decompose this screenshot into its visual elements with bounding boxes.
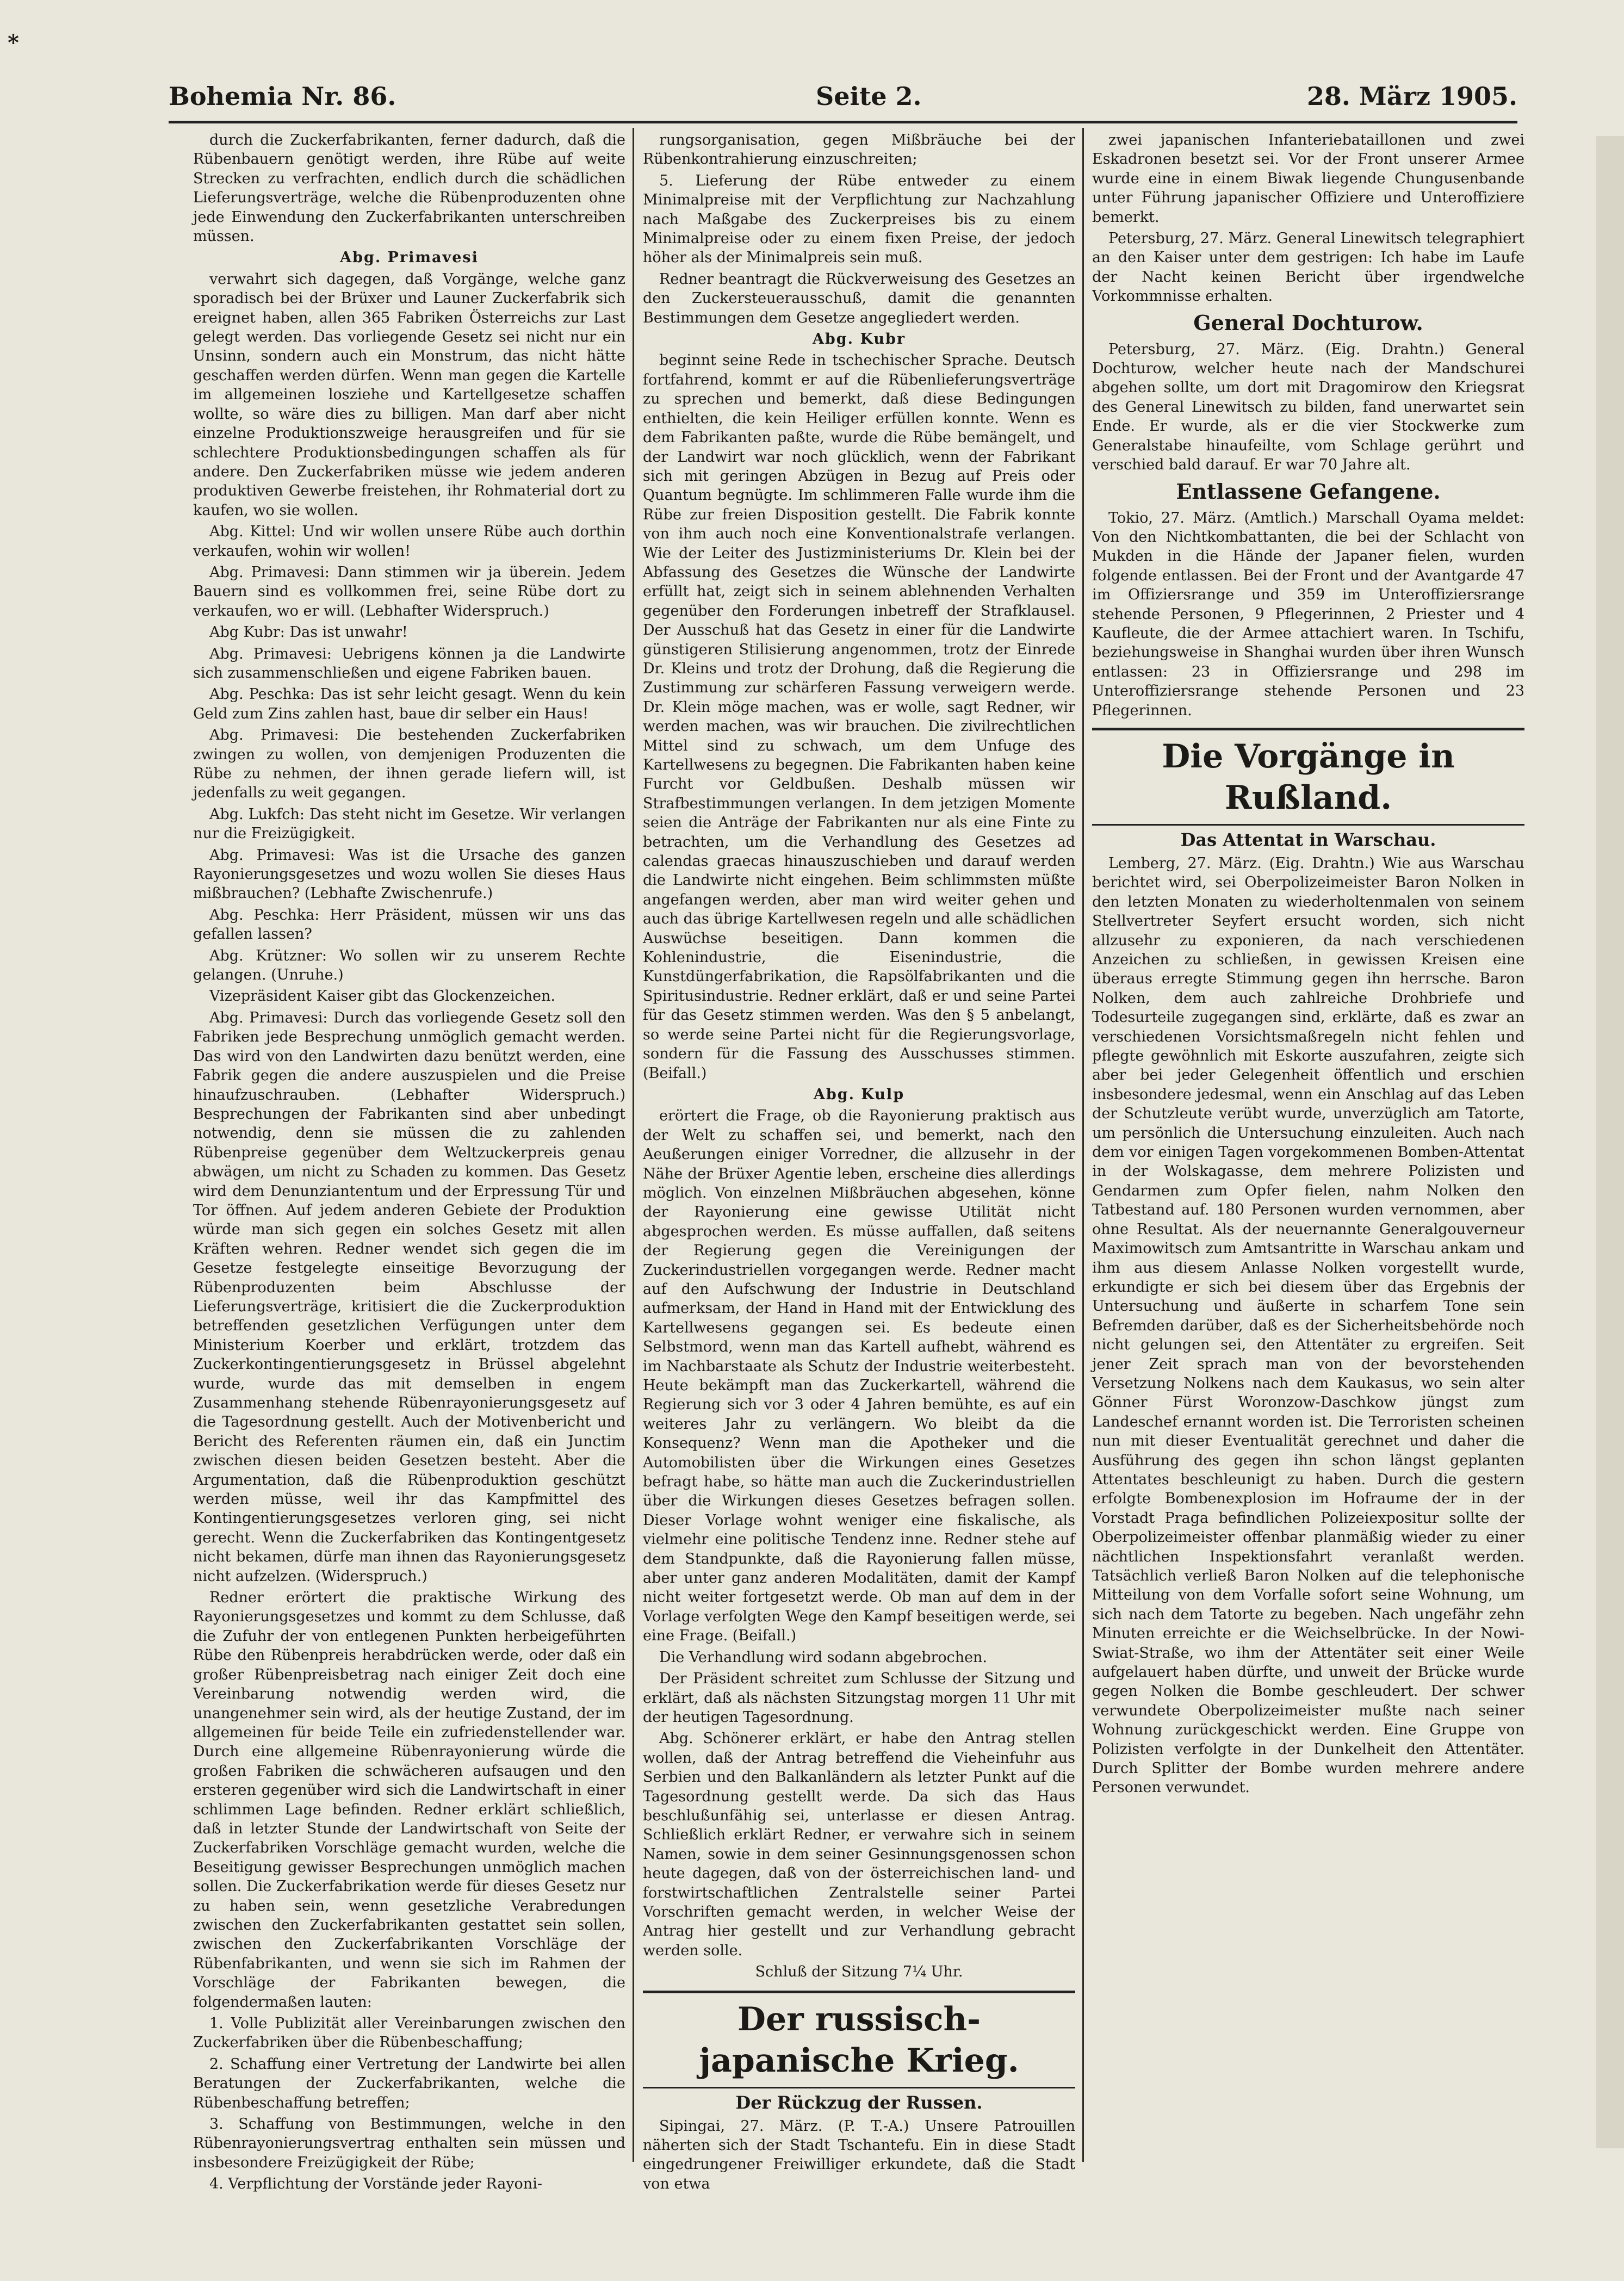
- header-issue: Bohemia Nr. 86.: [169, 82, 396, 111]
- header-page-number: Seite 2.: [816, 82, 922, 111]
- speaker-heading: Abg. Primavesi: [340, 249, 479, 266]
- header-rule: [169, 121, 1517, 123]
- paragraph: 1. Volle Publizität aller Vereinbarungen zwischen den Zuckerfabriken über die Rübenbeschaffung;: [193, 2015, 625, 2051]
- section-heading: General Dochturow.: [1193, 310, 1423, 335]
- subsection-heading: Das Attentat in Warschau.: [1180, 829, 1436, 850]
- paragraph: Die Verhandlung wird sodann abgebrochen.: [659, 1648, 988, 1666]
- paragraph: Abg. Peschka: Herr Präsident, müssen wir uns das gefallen lassen?: [193, 906, 625, 943]
- paragraph: durch die Zuckerfabrikanten, ferner dadurch, daß die Rübenbauern genötigt werden, ihre Rübe auf weite Strecken zu verfrachten, endlich durch die schädlichen Lieferungsverträge, welche die Rübenproduzenten ohne jede Einwendung den Zuckerfabrikanten unterschreiben müssen.: [193, 132, 625, 245]
- main-headline: Die Vorgänge in Rußland.: [1092, 728, 1524, 826]
- page-header: [169, 82, 1517, 120]
- column-2: [643, 131, 1075, 2192]
- paragraph: Abg. Primavesi: Uebrigens können ja die Landwirte sich zusammenschließen und eigene Fabriken bauen.: [193, 645, 625, 681]
- paragraph: 2. Schaffung einer Vertretung der Landwirte bei allen Beratungen der Zuckerfabrikanten, welche die Rübenbeschaffung betreffen;: [193, 2055, 625, 2111]
- section-heading: Entlassene Gefangene.: [1176, 479, 1441, 504]
- paragraph: Tokio, 27. März. (Amtlich.) Marschall Oyama meldet: Von den Nichtkombattanten, die bei der Schlacht von Mukden in die Hände der Japaner fielen, wurden folgende entlassen. Bei der Front und der Avantgarde 47 im Offiziersrange und 359 im Unteroffiziersrange stehende Personen, 9 Pflegerinnen, 2 Priester und 4 Kaufleute, die der Armee attachiert waren. In Tschifu, beziehungsweise in Shanghai wurden über ihren Wunsch entlassen: 23 in Offiziersrange und 298 im Unteroffiziersrange stehende Personen und 23 Pflegerinnen.: [1092, 509, 1524, 719]
- speaker-heading: Abg. Kubr: [812, 331, 906, 348]
- paragraph: Abg. Primavesi: Dann stimmen wir ja überein. Jedem Bauern sind es vollkommen frei, seine Rübe dort zu verkaufen, wo er will. (Lebhafter Widerspruch.): [193, 563, 625, 619]
- header-date: 28. März 1905.: [1306, 82, 1517, 111]
- paragraph: zwei japanischen Infanteriebataillonen und zwei Eskadronen besetzt sei. Vor der Front unserer Armee wurde eine in einem Biwak liegende Chungusenbande unter Führung japanischer Offiziere und Unteroffiziere bemerkt.: [1092, 132, 1524, 226]
- paragraph: Petersburg, 27. März. General Linewitsch telegraphiert an den Kaiser unter dem gestrigen: Ich habe im Laufe der Nacht keinen Bericht über irgendwelche Vorkommnisse erhalten.: [1092, 230, 1524, 305]
- paragraph: Abg. Schönerer erklärt, er habe den Antrag stellen wollen, daß der Antrag betreffend die Vieheinfuhr aus Serbien und den Balkanländern als letzter Punkt auf die Tagesordnung gestellt werde. Da sich das Haus beschlußunfähig sei, unterlasse er diesen Antrag. Schließlich erklärt Redner, er verwahre sich in seinem Namen, sowie in dem seiner Gesinnungsgenossen schon heute dagegen, daß von der österreichischen land- und forstwirtschaftlichen Zentralstelle seiner Partei Vorschriften gemacht werden, in welcher Weise der Antrag hier gestellt und zur Verhandlung gebracht werden solle.: [643, 1730, 1075, 1959]
- paragraph: Abg. Primavesi: Durch das vorliegende Gesetz soll den Fabriken jede Besprechung unmöglich gemacht werden. Das wird von den Landwirten dazu benützt werden, eine Fabrik gegen die andere auszuspielen und die Preise hinaufzuschrauben. (Lebhafter Widerspruch.) Besprechungen der Fabrikanten sind aber unbedingt notwendig, denn sie müssen die zu zahlenden Rübenpreise gegenüber dem Weltzuckerpreis genau abwägen, um nicht zu Schaden zu kommen. Das Gesetz wird dem Denunziantentum und der Erpressung Tür und Tor öffnen. Auf jedem anderen Gebiete der Produktion würde man sich gegen ein solches Gesetz mit allen Kräften wehren. Redner wendet sich gegen die im Gesetze festgelegte einseitige Bevorzugung der Rübenproduzenten beim Abschlusse der Lieferungsverträge, kritisiert die die Zuckerproduktion betreffenden gesetzlichen Verfügungen unter dem Ministerium Koerber und erklärt, trotzdem das Zuckerkontingentierungsgesetz in Brüssel abgelehnt wurde, wurde das mit demselben in engem Zusammenhang stehende Rübenrayonierungsgesetz auf die Tagesordnung gestellt. Auch der Motivenbericht und Bericht des Referenten räumen ein, daß ein Junctim zwischen diesen beiden Gesetzen besteht. Aber die Argumentation, daß die Rübenproduktion geschützt werden müsse, weil ihr das Kampfmittel des Kontingentierungsgesetzes verloren ging, sei nicht gerecht. Wenn die Zuckerfabriken das Kontingentgesetz nicht bekamen, dürfe man ihnen das Rayonierungsgesetz nicht aufzelzen. (Widerspruch.): [193, 1009, 625, 1585]
- column-divider: [1082, 128, 1084, 2162]
- paragraph: verwahrt sich dagegen, daß Vorgänge, welche ganz sporadisch bei der Brüxer und Launer Zuckerfabrik sich ereignet haben, allen 365 Fabriken Österreichs zur Last gelegt werden. Das vorliegende Gesetz sei nicht nur ein Unsinn, sondern auch ein Monstrum, das nicht hätte geschaffen werden dürfen. Wenn man gegen die Kartelle im allgemeinen losziehe und Kartellgesetze schaffen wollte, so wäre dies zu billigen. Man darf aber nicht einzelne Produktionszweige herausgreifen und für sie schlechtere Produktionsbedingungen schaffen als für andere. Den Zuckerfabriken müsse wie jedem anderen produktiven Gewerbe freistehen, ihr Rohmaterial dort zu kaufen, wo sie wollen.: [193, 270, 625, 519]
- paragraph: 4. Verpflichtung der Vorstände jeder Rayoni-: [209, 2175, 542, 2193]
- paragraph: Abg. Peschka: Das ist sehr leicht gesagt. Wenn du kein Geld zum Zins zahlen hast, baue dir selber ein Haus!: [193, 686, 625, 722]
- paragraph: Redner beantragt die Rückverweisung des Gesetzes an den Zuckersteuerausschuß, damit die genannten Bestimmungen dem Gesetze angegliedert werden.: [643, 270, 1075, 326]
- margin-mark: *: [8, 30, 19, 55]
- column-divider: [633, 128, 634, 2162]
- paragraph: Vizepräsident Kaiser gibt das Glockenzeichen.: [209, 988, 556, 1005]
- paragraph: Abg. Primavesi: Was ist die Ursache des ganzen Rayonierungsgesetzes und wozu wollen Sie dieses Haus mißbrauchen? (Lebhafte Zwischenrufe.): [193, 846, 625, 902]
- column-3: [1092, 131, 1524, 2154]
- subsection-heading: Der Rückzug der Russen.: [735, 2092, 983, 2113]
- paragraph: Lemberg, 27. März. (Eig. Drahtn.) Wie aus Warschau berichtet wird, sei Oberpolizeimeister Baron Nolken in den letzten Monaten zu wiederholtenmalen von seinem Stellvertreter Seyfert ersucht worden, sich nicht allzusehr zu exponieren, da nach verschiedenen Anzeichen zu schließen, in gewissen Kreisen eine überaus erregte Stimmung gegen ihn herrsche. Baron Nolken, dem auch zahlreiche Drohbriefe und Todesurteile zugegangen sind, erklärte, daß es zwar an verschiedenen Vorsichtsmaßregeln nicht fehlen und pflegte gewöhnlich mit Eskorte auszufahren, zeigte sich aber bei jeder Gelegenheit öffentlich und erschien insbesondere jedesmal, wenn ein Anschlag auf das Leben der Schutzleute verübt wurde, unverzüglich am Tatorte, um persönlich die Untersuchung einzuleiten. Auch nach dem vor einigen Tagen vorgekommenen Bomben-Attentat in der Wolskagasse, dem mehrere Polizisten und Gendarmen zum Opfer fielen, nahm Nolken den Tatbestand auf. 180 Personen wurden vernommen, aber ohne Resultat. Als der neuernannte Generalgouverneur Maximowitsch zum Amtsantritte in Warschau ankam und ihm aus diesem Anlasse Nolken vorgestellt wurde, erkundigte er sich bei diesem über das Ergebnis der Untersuchung und äußerte in scharfem Tone sein Befremden darüber, daß es der Sicherheitsbehörde noch nicht gelungen sei, den Attentäter zu ergreifen. Seit jener Zeit sprach man von der bevorstehenden Versetzung Nolkens nach dem Kaukasus, wo sein alter Gönner Fürst Woronzow-Daschkow jüngst zum Landeschef ernannt worden ist. Die Terroristen scheinen nun mit dieser Eventualität gerechnet und daher die Ausführung des gegen ihn schon längst geplanten Attentates beschleunigt zu haben. Durch die gestern erfolgte Bombenexplosion im Hofraume der in der Vorstadt Praga befindlichen Polizeiexpositur sollte der Oberpolizeimeister offenbar planmäßig wieder zu einer nächtlichen Inspektionsfahrt veranlaßt werden. Tatsächlich verließ Baron Nolken auf die telephonische Mitteilung von dem Vorfalle sofort seine Wohnung, um sich nach dem Tatorte zu begeben. Nach ungefähr zehn Minuten erreichte er die Weichselbrücke. In der Nowi-Swiat-Straße, wo ihm der Attentäter seit einer Weile aufgelauert haben dürfte, und unweit der Brücke wurde gegen Nolken die Bombe geschleudert. Der schwer verwundete Oberpolizeimeister mußte nach seiner Wohnung zurückgeschickt werden. Eine Gruppe von Polizisten verfolgte in der Dunkelheit den Attentäter. Durch Splitter der Bombe wurden mehrere andere Personen verwundet.: [1092, 854, 1524, 1796]
- column-1: [193, 131, 625, 2193]
- paragraph: 3. Schaffung von Bestimmungen, welche in den Rübenrayonierungsvertrag enthalten sein müssen und insbesondere Freizügigkeit der Rübe;: [193, 2116, 625, 2171]
- paragraph: Sipingai, 27. März. (P. T.-A.) Unsere Patrouillen näherten sich der Stadt Tschantefu. Ein in diese Stadt eingedrungener Freiwilliger erkundete, daß die Stadt von etwa: [643, 2117, 1075, 2192]
- paragraph: Redner erörtert die praktische Wirkung des Rayonierungsgesetzes und kommt zu dem Schlusse, daß die Zufuhr der von entlegenen Punkten herbeigeführten Rübe den Rübenpreis herabdrücken werde, oder daß ein großer Rübenpreisbetrag nach einiger Zeit doch eine Vereinbarung notwendig werden wird, die unangenehmer sein wird, als der heutige Zustand, der im allgemeinen für beide Teile ein zufriedenstellender war. Durch eine allgemeine Rübenrayonierung würde die großen Fabriken die schwächeren aufsaugen und den ersteren gegenüber wird sich die Landwirtschaft in einer schlimmen Lage befinden. Redner erklärt schließlich, daß in letzter Stunde der Landwirtschaft von Seite der Zuckerfabriken Vorschläge gemacht wurden, welche die Beseitigung gewisser Besprechungen unmöglich machen sollen. Die Zuckerfabrikation werde für dieses Gesetz nur zu haben sein, wenn gesetzliche Verabredungen zwischen den Zuckerfabrikanten gestattet sein sollen, zwischen den Zuckerfabrikanten Vorschläge der Rübenfabrikanten, und wenn sie sich im Rahmen der Vorschläge der Fabrikanten bewegen, die folgendermaßen lauten:: [193, 1589, 625, 2011]
- paragraph: Petersburg, 27. März. (Eig. Drahtn.) General Dochturow, welcher heute nach der Mandschurei abgehen sollte, um dort mit Dragomirow den Kriegsrat des General Linewitsch zu bilden, fand unerwartet sein Ende. Er wurde, als er die vier Stockwerke zum Generalstabe hinaufeilte, vom Schlage gerührt und verschied bald darauf. Er war 70 Jahre alt.: [1092, 340, 1524, 474]
- paragraph: 5. Lieferung der Rübe entweder zu einem Minimalpreise mit der Verpflichtung zur Nachzahlung nach Maßgabe des Zuckerpreises bis zu einem Minimalpreise oder zu einem fixen Preise, der jedoch höher als der Minimalpreis sein muß.: [643, 172, 1075, 266]
- adjacent-page-edge: [1596, 136, 1624, 2148]
- paragraph: Abg. Krützner: Wo sollen wir zu unserem Rechte gelangen. (Unruhe.): [193, 947, 625, 984]
- paragraph: Der Präsident schreitet zum Schlusse der Sitzung und erklärt, daß als nächsten Sitzungstag morgen 11 Uhr mit der heutigen Tagesordnung.: [643, 1670, 1075, 1726]
- paragraph: erörtert die Frage, ob die Rayonierung praktisch aus der Welt zu schaffen sei, und bemerkt, nach den Aeußerungen einiger Vorredner, die allzusehr in der Nähe der Brüxer Agentie leben, erscheine dies allerdings möglich. Von einzelnen Mißbräuchen abgesehen, könne der Rayonierung eine gewisse Utilität nicht abgesprochen werden. Es müsse auffallen, daß seitens der Regierung gegen die Vereinigungen der Zuckerindustriellen vorgegangen werde. Redner macht auf den Aufschwung der Industrie in Deutschland aufmerksam, der Hand in Hand mit der Entwicklung des Kartellwesens gegangen sei. Es bedeute einen Selbstmord, wenn man das Kartell aufhebt, während es im Nachbarstaate als Schutz der Industrie weiterbesteht. Heute bekämpft man das Zuckerkartell, während die Regierung sich vor 3 oder 4 Jahren bemühte, es auf ein weiteres Jahr zu verlängern. Wo bleibt da die Konsequenz? Wenn man die Apotheker und die Automobilisten über die Wirkungen eines Gesetzes befragt habe, so hätte man auch die Zuckerindustriellen über die Wirkungen dieses Gesetzes befragen sollen. Dieser Vorlage wohnt weniger eine fiskalische, als vielmehr eine politische Tendenz inne. Redner stehe auf dem Standpunkte, daß die Rayonierung fallen müsse, aber unter ganz anderen Modalitäten, damit der Kampf nicht weiter fortgesetzt werde. Ob man auf dem in der Vorlage verfolgten Wege den Kampf beseitigen werde, sei eine Frage. (Beifall.): [643, 1107, 1075, 1645]
- paragraph: Abg Kubr: Das ist unwahr!: [209, 624, 408, 641]
- paragraph: Abg. Primavesi: Die bestehenden Zuckerfabriken zwingen zu wollen, von demjenigen Produzenten die Rübe zu nehmen, der ihnen gerade liefern will, ist jedenfalls zu weit gegangen.: [193, 727, 625, 802]
- paragraph: Abg. Kittel: Und wir wollen unsere Rübe auch dorthin verkaufen, wohin wir wollen!: [193, 523, 625, 560]
- main-headline: Der russisch-japanische Krieg.: [643, 1991, 1075, 2088]
- paragraph: beginnt seine Rede in tschechischer Sprache. Deutsch fortfahrend, kommt er auf die Rübenlieferungsverträge zu sprechen und bemerkt, daß diese Bedingungen enthielten, die kein Heiliger erfüllen konnte. Wenn es dem Fabrikanten paßte, wurde die Rübe bemängelt, und der Landwirt war noch glücklich, wenn der Fabrikant sich mit geringen Abzügen in Bezug auf Preis oder Quantum begnügte. Im schlimmeren Falle wurde ihm die Rübe zur freien Disposition gestellt. Die Fabrik konnte von ihm auch noch eine Konventionalstrafe verlangen. Wie der Leiter des Justizministeriums Dr. Klein bei der Abfassung des Gesetzes die Wünsche der Landwirte erfüllt hat, zeigt sich in seinem ablehnenden Verhalten gegenüber den Forderungen inbetreff der Strafklausel. Der Ausschuß hat das Gesetz in einer für die Landwirte günstigeren Stilisierung angenommen, trotz der Einrede Dr. Kleins und trotz der Drohung, daß die Regierung die Zustimmung zur schärferen Fassung verweigern werde. Dr. Klein möge machen, was er wolle, sagt Redner, wir werden machen, was wir brauchen. Die zivilrechtlichen Mittel sind zu schwach, um dem Unfuge des Kartellwesens zu begegnen. Die Fabrikanten haben keine Furcht vor Geldbußen. Deshalb müssen wir Strafbestimmungen verlangen. In dem jetzigen Momente seien die Anträge der Fabrikanten nur als eine Finte zu betrachten, um die Verhandlung des Gesetzes ad calendas graecas hinauszuschieben und darauf werden die Landwirte nicht eingehen. Beim schlimmsten müßte angefangen werden, aber man wird weiter gehen und auch das übrige Kartellwesen regeln und alle schädlichen Auswüchse beseitigen. Dann kommen die Kohlenindustrie, die Eisenindustrie, die Kunstdüngerfabrikation, die Rapsölfabrikanten und die Spiritusindustrie. Redner erklärt, daß er und seine Partei für das Gesetz stimmen werden. Was den § 5 anbelangt, so werde seine Partei nicht für die Regierungsvorlage, sondern für die Fassung des Ausschusses stimmen. (Beifall.): [643, 352, 1075, 1082]
- paragraph: Abg. Lukfch: Das steht nicht im Gesetze. Wir verlangen nur die Freizügigkeit.: [193, 805, 625, 842]
- paragraph: rungsorganisation, gegen Mißbräuche bei der Rübenkontrahierung einzuschreiten;: [643, 132, 1075, 168]
- session-close-note: Schluß der Sitzung 7¼ Uhr.: [755, 1963, 963, 1981]
- speaker-heading: Abg. Kulp: [813, 1086, 905, 1103]
